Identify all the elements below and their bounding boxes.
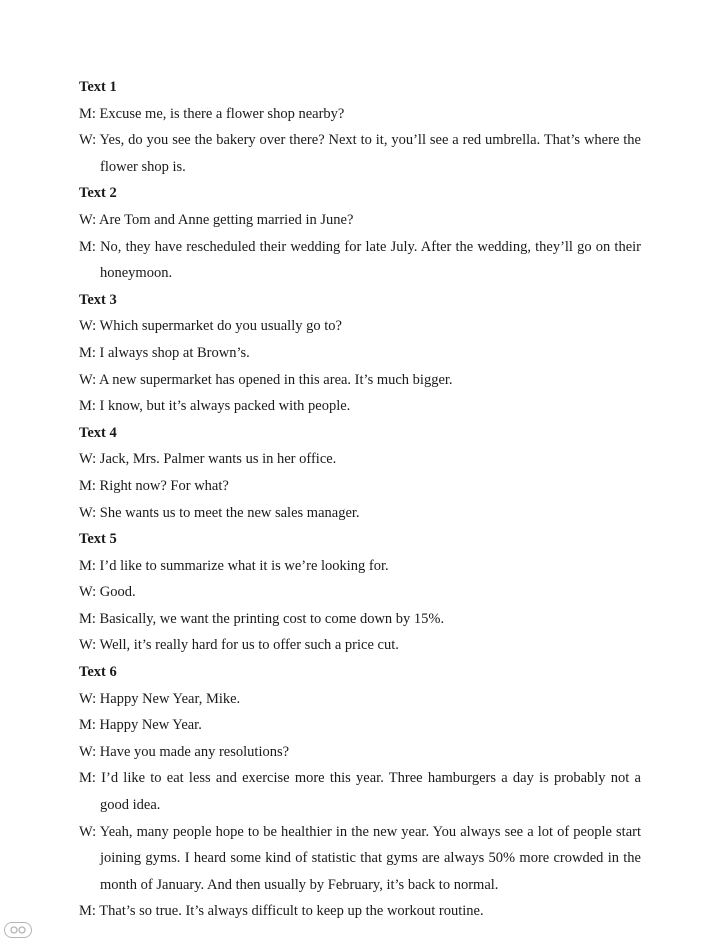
section-heading: Text 4 xyxy=(79,424,117,441)
dialogue-line: M: Basically, we want the printing cost to come down by 15%. xyxy=(79,610,445,627)
dialogue-line: M: I’d like to summarize what it is we’re looking for. xyxy=(79,557,389,574)
section-heading: Text 2 xyxy=(79,185,117,202)
section-heading: Text 3 xyxy=(79,291,117,308)
dialogue-line: M: Happy New Year. xyxy=(79,717,202,734)
dialogue-line: M: I know, but it’s always packed with people. xyxy=(79,398,351,415)
dialogue-line: M: Right now? For what? xyxy=(79,477,229,494)
document-page xyxy=(79,74,641,925)
section-text-3 xyxy=(79,287,641,420)
section-heading: Text 5 xyxy=(79,531,117,548)
dialogue-line: M: No, they have rescheduled their wedding for late July. After the wedding, they’ll go on their honeymoon. xyxy=(79,238,641,282)
section-text-5 xyxy=(79,526,641,659)
dialogue-line: W: Yes, do you see the bakery over there? Next to it, you’ll see a red umbrella. That’s where the flower shop is. xyxy=(79,132,641,175)
section-text-4 xyxy=(79,420,641,526)
dialogue-line: W: Which supermarket do you usually go to? xyxy=(79,318,342,335)
section-heading: Text 6 xyxy=(79,664,117,681)
watermark-glyph-icon xyxy=(9,925,27,935)
section-text-1 xyxy=(79,74,641,180)
dialogue-line: W: Jack, Mrs. Palmer wants us in her office. xyxy=(79,451,337,468)
dialogue-line: W: Good. xyxy=(79,584,136,601)
watermark-logo-icon xyxy=(4,922,32,938)
dialogue-line: M: Excuse me, is there a flower shop nearby? xyxy=(79,105,345,122)
section-text-2 xyxy=(79,180,641,286)
dialogue-line: M: That’s so true. It’s always difficult to keep up the workout routine. xyxy=(79,903,484,920)
dialogue-line: M: I’d like to eat less and exercise more this year. Three hamburgers a day is probably not a good idea. xyxy=(79,770,641,814)
dialogue-line: W: Happy New Year, Mike. xyxy=(79,690,241,707)
dialogue-line: W: Are Tom and Anne getting married in June? xyxy=(79,211,354,228)
dialogue-line: M: I always shop at Brown’s. xyxy=(79,344,250,361)
section-heading: Text 1 xyxy=(79,79,117,95)
dialogue-line: W: Yeah, many people hope to be healthier in the new year. You always see a lot of people start joining gyms. I heard some kind of statistic that gyms are always 50% more crowded in the month of January. And then usually by February, it’s back to normal. xyxy=(79,823,641,893)
dialogue-line: W: Have you made any resolutions? xyxy=(79,743,290,760)
dialogue-line: W: She wants us to meet the new sales manager. xyxy=(79,504,360,521)
watermark xyxy=(4,922,32,938)
dialogue-line: W: A new supermarket has opened in this area. It’s much bigger. xyxy=(79,371,453,388)
section-text-6 xyxy=(79,659,641,925)
dialogue-line: W: Well, it’s really hard for us to offer such a price cut. xyxy=(79,637,399,654)
